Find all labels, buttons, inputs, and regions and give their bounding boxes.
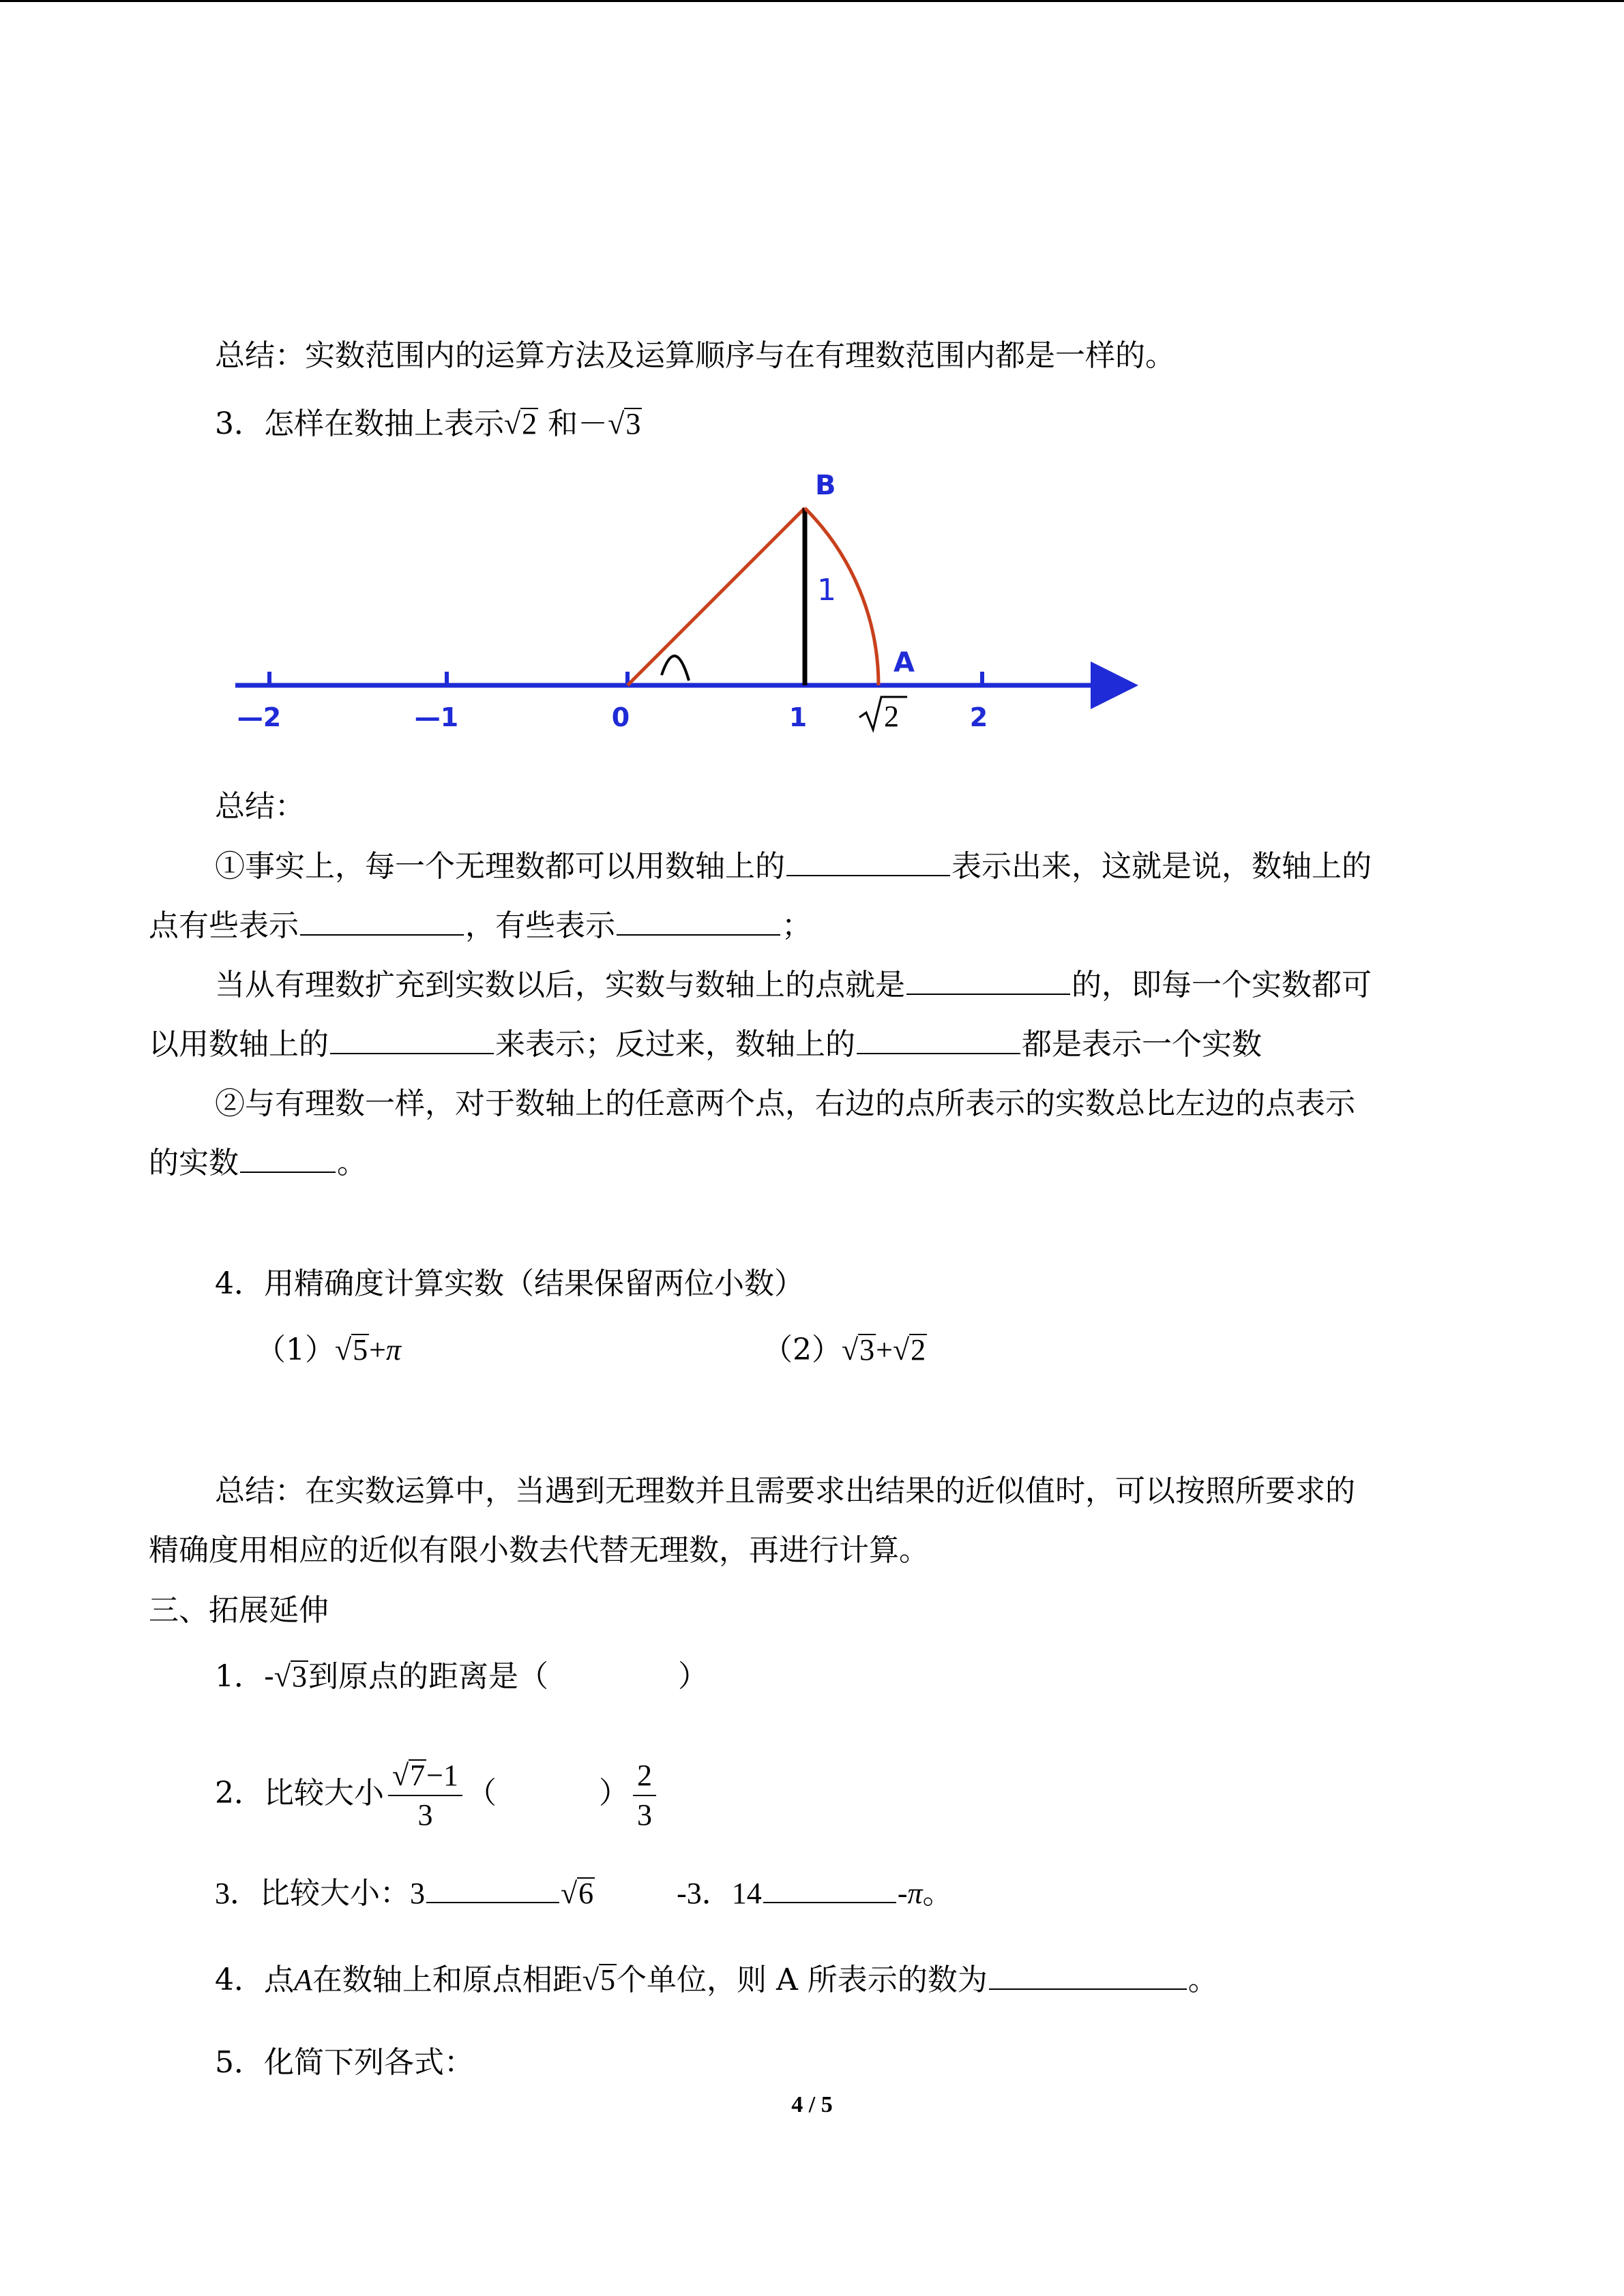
- summary-2-line-6: 的实数 。: [149, 1146, 367, 1180]
- q3-mid: 和－: [548, 406, 608, 441]
- tick-label-1: 1: [788, 702, 808, 732]
- tick-label-minus-1: —1: [414, 702, 459, 732]
- blank-4[interactable]: [906, 966, 1070, 995]
- question-4-item-2: （2）√3+√2: [763, 1332, 926, 1367]
- blank-10[interactable]: [989, 1961, 1187, 1990]
- sqrt-3: √3: [608, 407, 641, 441]
- blank-7[interactable]: [240, 1144, 336, 1173]
- blank-3[interactable]: [617, 907, 780, 936]
- summary-2-line-1: ①事实上，每一个无理数都可以用数轴上的 表示出来，这就是说，数轴上的: [215, 849, 1372, 884]
- sqrt-2: √2: [504, 407, 537, 441]
- blank-1[interactable]: [786, 848, 950, 876]
- extension-1: 1．-√3到原点的距离是（ ）: [215, 1659, 709, 1694]
- blank-5[interactable]: [330, 1026, 494, 1054]
- tick-label-0: 0: [611, 702, 630, 732]
- section-3-heading: 三、拓展延伸: [149, 1593, 329, 1628]
- extension-4: 4．点A在数轴上和原点相距√5个单位，则 A 所表示的数为 。: [215, 1963, 1218, 1997]
- summary-2-title: 总结：: [215, 789, 305, 824]
- page-number: 4 / 5: [791, 2092, 833, 2117]
- summary-2-line-4: 以用数轴上的 来表示；反过来，数轴上的 都是表示一个实数: [149, 1027, 1262, 1062]
- page-top-border: [0, 0, 1624, 2]
- sqrt2-tick-label: [859, 697, 907, 733]
- summary-2-line-2: 点有些表示 ，有些表示 ；: [149, 908, 812, 943]
- blank-9[interactable]: [763, 1875, 896, 1903]
- fraction-sqrt7-minus-1-over-3: $\frac{√7-1}{3}$: [388, 1757, 462, 1834]
- summary-2-line-5: ②与有理数一样，对于数轴上的任意两个点，右边的点所表示的实数总比左边的点表示: [215, 1086, 1355, 1121]
- compass-arc: [805, 508, 879, 685]
- tick-label-2: 2: [969, 702, 988, 732]
- extension-3: 3．比较大小：3 √6 -3．14 -π。: [215, 1876, 953, 1911]
- number-line-figure: [225, 464, 1153, 750]
- fraction-2-over-3: $\frac{2}{3}$: [633, 1757, 656, 1834]
- tick-label-minus-2: —2: [237, 702, 282, 732]
- blank-8[interactable]: [426, 1875, 559, 1903]
- label-B: B: [815, 470, 836, 501]
- summary-1: 总结：实数范围内的运算方法及运算顺序与在有理数范围内都是一样的。: [215, 338, 1175, 373]
- blank-2[interactable]: [300, 907, 464, 936]
- svg-text:2: 2: [884, 700, 899, 733]
- hypotenuse-OB: [628, 508, 805, 685]
- question-3: [215, 400, 642, 448]
- angle-mark: [662, 656, 689, 681]
- question-4-item-1: （1）√5+π: [256, 1332, 402, 1367]
- blank-6[interactable]: [857, 1026, 1020, 1054]
- label-1: 1: [817, 573, 836, 608]
- summary-2-line-3: 当从有理数扩充到实数以后，实数与数轴上的点就是 的，即每一个实数都可: [215, 968, 1372, 1002]
- extension-5: 5．化简下列各式：: [215, 2045, 474, 2080]
- q3-prefix: 3．怎样在数抽上表示: [215, 406, 504, 441]
- summary-3-line-2: 精确度用相应的近似有限小数去代替无理数，再进行计算。: [149, 1533, 929, 1568]
- question-4-title: 4．用精确度计算实数（结果保留两位小数）: [215, 1266, 804, 1301]
- extension-2: 2．比较大小 $\frac{√7-1}{3}$ （ ） $\frac{2}{3}$: [215, 1756, 660, 1831]
- summary-3-line-1: 总结：在实数运算中，当遇到无理数并且需要求出结果的近似值时，可以按照所要求的: [215, 1474, 1355, 1508]
- label-A: A: [894, 647, 915, 679]
